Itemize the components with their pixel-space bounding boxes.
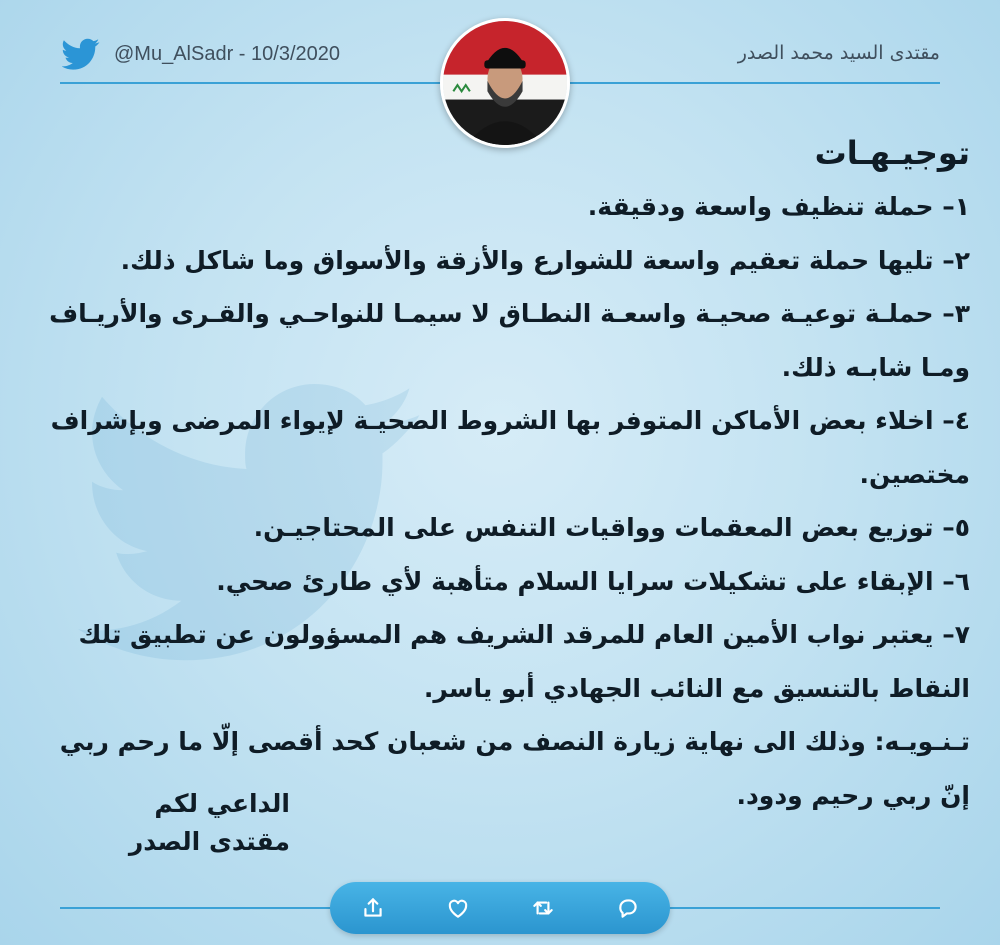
handle-and-date[interactable]: @Mu_AlSadr - 10/3/2020 (114, 42, 340, 65)
post-line: ٦– الإبقاء على تشكيلات سرايا السلام متأهبة لأي طارئ صحي. (216, 566, 970, 596)
post-line: تـنـويـه: وذلك الى نهاية زيارة النصف من شعبان كحد أقصى إلّا ما رحم ربي (59, 727, 970, 756)
post-line: مختصين. (859, 459, 970, 489)
signature (120, 785, 290, 861)
post-title: توجيـهـات (814, 134, 970, 172)
twitter-bird-icon (62, 38, 100, 70)
author-name: مقتدى السيد محمد الصدر (737, 42, 940, 64)
post-line: ٧– يعتبر نواب الأمين العام للمرقد الشريف هم المسؤولون عن تطبيق تلك (78, 620, 970, 649)
post-body (32, 128, 970, 822)
reply-icon[interactable] (614, 894, 642, 922)
post-line: ٥– توزيع بعض المعقمات وواقيات التنفس على المحتاجيـن. (253, 513, 970, 542)
post-line: ٢– تليها حملة تعقيم واسعة للشوارع والأزقة والأسواق وما شاكل ذلك. (120, 245, 970, 275)
signature-line-1: الداعي لكم (154, 789, 290, 818)
post-line: إنّ ربي رحيم ودود. (736, 780, 970, 810)
action-bar (330, 882, 670, 934)
post-line: ١– حملة تنظيف واسعة ودقيقة. (587, 192, 970, 221)
heart-icon[interactable] (444, 894, 472, 922)
retweet-icon[interactable] (529, 894, 557, 922)
post-line: ٤– اخلاء بعض الأماكن المتوفر بها الشروط الصحيـة لإيواء المرضى وبإشراف (50, 406, 970, 435)
post-line: ومـا شابـه ذلك. (781, 352, 970, 382)
post-line: النقاط بالتنسيق مع النائب الجهادي أبو ياسر. (423, 673, 970, 703)
post-line: ٣– حملـة توعيـة صحيـة واسعـة النطـاق لا سيمـا للنواحـي والقـرى والأريـاف (49, 299, 970, 328)
share-icon[interactable] (359, 894, 387, 922)
signature-line-2: مقتدى الصدر (128, 827, 290, 856)
header-left (62, 38, 340, 70)
